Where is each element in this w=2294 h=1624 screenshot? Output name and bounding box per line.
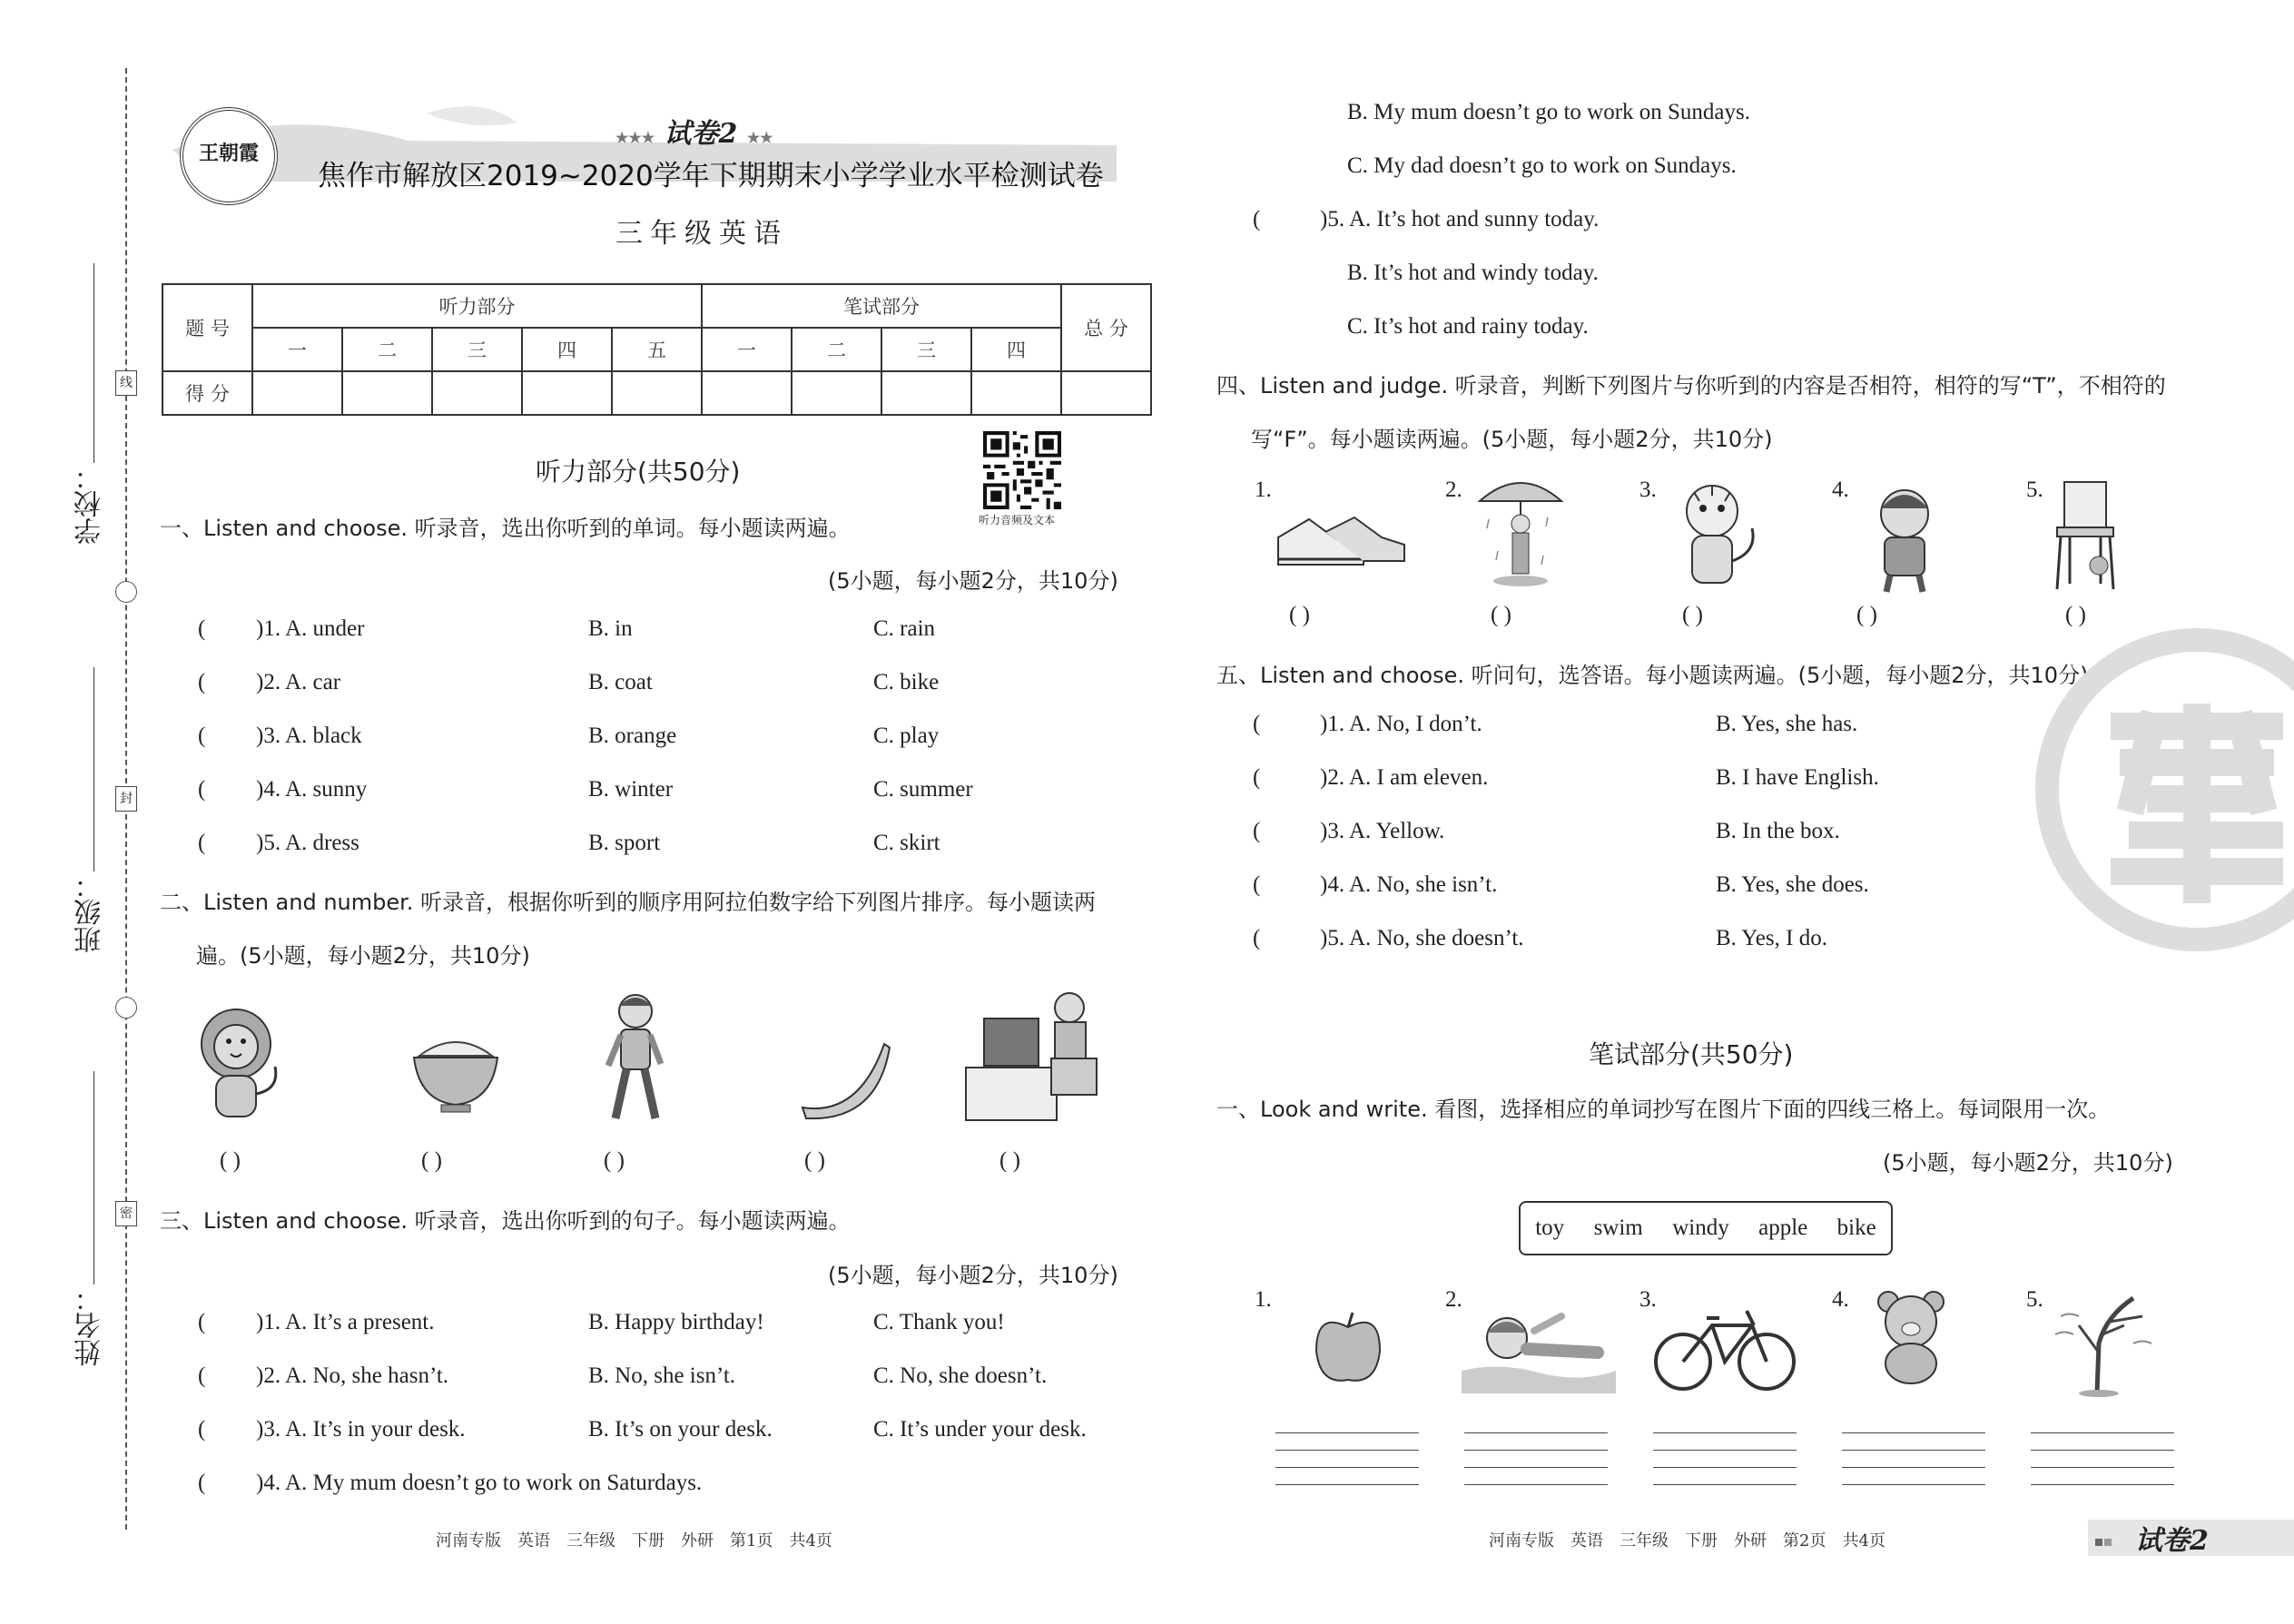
- l-q4-number: 4.: [1832, 477, 1849, 502]
- option-a: )5. A. It’s hot and sunny today.: [1320, 207, 1600, 231]
- l-q2-title-line2: 遍。(5小题，每小题2分，共10分): [196, 943, 530, 969]
- windy-tree-picture: [2043, 1289, 2161, 1398]
- score-cell[interactable]: [612, 371, 702, 415]
- w-q1-number: 1.: [1255, 1287, 1272, 1312]
- word-bank-item: swim: [1593, 1216, 1643, 1240]
- word-bank-item: bike: [1836, 1216, 1876, 1240]
- option-a: )3. A. Yellow.: [1320, 819, 1445, 843]
- option-a: )2. A. car: [256, 670, 341, 694]
- score-cell[interactable]: [881, 371, 971, 415]
- l-q1-opt-c[interactable]: C. rain: [873, 616, 936, 641]
- l-q2-blank[interactable]: ( ): [220, 1148, 241, 1173]
- writing-lines[interactable]: [1842, 1432, 1985, 1489]
- w-q1-number: 2.: [1445, 1287, 1462, 1312]
- score-cell[interactable]: [792, 371, 881, 415]
- score-cell[interactable]: [702, 371, 792, 415]
- school-label: 学校：: [74, 463, 106, 545]
- seal-circle-2: [115, 997, 137, 1019]
- footer-page-2: 河南专版 英语 三年级 下册 外研 第2页 共4页: [1489, 1531, 1885, 1550]
- l-q5-item-1[interactable]: ( )1. A. No, I don’t.: [1253, 712, 1482, 736]
- l-q3-item-4[interactable]: ( )4. A. My mum doesn’t go to work on Saturdays.: [198, 1471, 703, 1495]
- table-col: 三: [881, 328, 971, 371]
- swimming-boy-picture: [1462, 1298, 1616, 1393]
- stars-right: ★★: [746, 129, 773, 146]
- l-q3-opt-c[interactable]: C. Thank you!: [873, 1310, 1005, 1334]
- table-header-written: 笔试部分: [702, 284, 1061, 328]
- option-a: )1. A. under: [256, 616, 365, 641]
- l-q1-opt-b[interactable]: B. sport: [588, 831, 661, 855]
- subject-title: 三年级英语: [615, 218, 788, 250]
- w-q1-number: 4.: [1832, 1287, 1849, 1312]
- logo-text: 王朝霞: [198, 142, 259, 165]
- computer-boy-picture: [960, 989, 1115, 1126]
- word-bank-item: toy: [1535, 1216, 1565, 1240]
- footer-badge-squares: [2095, 1532, 2122, 1547]
- l-q3-item5-opt-c[interactable]: C. It’s hot and rainy today.: [1347, 314, 1589, 339]
- score-table: [162, 283, 1152, 416]
- option-a: )4. A. My mum doesn’t go to work on Saturdays.: [256, 1471, 703, 1495]
- w-q1-number: 3.: [1639, 1287, 1657, 1312]
- l-q1-opt-b[interactable]: B. winter: [588, 777, 674, 802]
- l-q2-blank[interactable]: ( ): [999, 1148, 1020, 1173]
- secret-seal-watermark: [2024, 626, 2294, 953]
- option-a: )3. A. It’s in your desk.: [256, 1417, 466, 1442]
- writing-lines[interactable]: [1464, 1432, 1608, 1489]
- class-label: 班级：: [74, 871, 106, 953]
- l-q5-item-5[interactable]: ( )5. A. No, she doesn’t.: [1253, 926, 1524, 950]
- score-cell[interactable]: [432, 371, 522, 415]
- teddy-bear-picture: [1870, 1289, 1952, 1389]
- word-bank-item: apple: [1758, 1216, 1808, 1240]
- l-q4-number: 3.: [1639, 477, 1657, 502]
- table-col: 二: [342, 328, 432, 371]
- l-q5-opt-b[interactable]: B. I have English.: [1716, 765, 1879, 790]
- l-q1-opt-c[interactable]: C. skirt: [873, 831, 940, 855]
- listening-title: 听力部分(共50分): [536, 457, 741, 487]
- l-q3-title: 三、Listen and choose. 听录音，选出你听到的句子。每小题读两遍。: [160, 1208, 851, 1234]
- apple-picture: [1307, 1307, 1389, 1389]
- w-q1-score: (5小题，每小题2分，共10分): [1883, 1150, 2173, 1176]
- seal-mark-mi: 密: [115, 1201, 137, 1226]
- l-q4-blank[interactable]: ( ): [1491, 603, 1511, 627]
- option-a: )4. A. sunny: [256, 777, 368, 802]
- l-q1-opt-b[interactable]: B. in: [588, 616, 633, 641]
- l-q3-opt-c[interactable]: C. No, she doesn’t.: [873, 1363, 1048, 1388]
- table-header-number: 题 号: [162, 284, 252, 371]
- l-q5-title: 五、Listen and choose. 听问句，选答语。每小题读两遍。(5小题，每小题2分，共10分): [1216, 663, 2089, 688]
- l-q1-score: (5小题，每小题2分，共10分): [828, 568, 1118, 594]
- score-cell[interactable]: [342, 371, 432, 415]
- l-q3-opt-b[interactable]: B. No, she isn’t.: [588, 1363, 736, 1388]
- word-bank-item: windy: [1672, 1216, 1729, 1240]
- rice-bowl-picture: [407, 1021, 505, 1117]
- l-q1-item-2[interactable]: ( )2. A. car: [198, 670, 341, 694]
- l-q3-item-5[interactable]: ( )5. A. It’s hot and sunny today.: [1253, 207, 1600, 231]
- table-header-total: 总 分: [1061, 284, 1151, 371]
- table-header-listening: 听力部分: [252, 284, 702, 328]
- option-a: )1. A. It’s a present.: [256, 1310, 435, 1334]
- writing-lines[interactable]: [1653, 1432, 1797, 1489]
- qr-code-icon[interactable]: [983, 431, 1061, 509]
- footer-badge: 试卷2: [2135, 1525, 2209, 1557]
- option-a: )2. A. I am eleven.: [1320, 765, 1489, 790]
- l-q3-item4-opt-c[interactable]: C. My dad doesn’t go to work on Sundays.: [1347, 153, 1737, 178]
- l-q3-opt-b[interactable]: B. It’s on your desk.: [588, 1417, 773, 1442]
- walking-boy-picture: [599, 991, 672, 1127]
- l-q4-blank[interactable]: ( ): [1289, 603, 1310, 627]
- tiger-picture: [1667, 479, 1767, 593]
- girl-umbrella-picture: [1471, 474, 1570, 592]
- l-q3-item-3[interactable]: ( )3. A. It’s in your desk.: [198, 1417, 466, 1442]
- written-title: 笔试部分(共50分): [1589, 1039, 1794, 1069]
- score-cell[interactable]: [1061, 371, 1151, 415]
- footer-page-1: 河南专版 英语 三年级 下册 外研 第1页 共4页: [436, 1531, 832, 1550]
- boy-picture: [1859, 481, 1950, 595]
- seal-circle-1: [115, 581, 137, 603]
- l-q4-number: 5.: [2026, 477, 2043, 502]
- l-q2-blank[interactable]: ( ): [421, 1148, 442, 1173]
- score-cell[interactable]: [522, 371, 612, 415]
- l-q3-opt-b[interactable]: B. Happy birthday!: [588, 1310, 764, 1334]
- table-col: 三: [432, 328, 522, 371]
- l-q5-item-2[interactable]: ( )2. A. I am eleven.: [1253, 765, 1489, 790]
- option-a: )3. A. black: [256, 723, 362, 748]
- writing-lines[interactable]: [2031, 1432, 2174, 1489]
- option-a: )5. A. No, she doesn’t.: [1320, 926, 1524, 950]
- l-q5-item-3[interactable]: ( )3. A. Yellow.: [1253, 819, 1445, 843]
- logo-badge: [180, 107, 278, 205]
- l-q2-title-line1: 二、Listen and number. 听录音，根据你听到的顺序用阿拉伯数字给下列图片排序。每小题读两: [160, 890, 1097, 915]
- l-q4-title-line2: 写“F”。每小题读两遍。(5小题，每小题2分，共10分): [1251, 427, 1773, 452]
- exam-title: 焦作市解放区2019~2020学年下期期末小学学业水平检测试卷: [318, 160, 1104, 192]
- word-bank: [1519, 1201, 1893, 1255]
- l-q1-opt-c[interactable]: C. summer: [873, 777, 973, 802]
- l-q3-item-2[interactable]: ( )2. A. No, she hasn’t.: [198, 1363, 449, 1388]
- l-q2-blank[interactable]: ( ): [604, 1148, 625, 1173]
- name-label: 姓名：: [74, 1284, 106, 1366]
- shoes-picture: [1273, 501, 1409, 576]
- l-q1-item-3[interactable]: ( )3. A. black: [198, 723, 362, 748]
- l-q1-title: 一、Listen and choose. 听录音，选出你听到的单词。每小题读两遍。: [160, 516, 851, 541]
- score-cell[interactable]: [252, 371, 342, 415]
- option-a: )4. A. No, she isn’t.: [1320, 872, 1498, 897]
- writing-lines[interactable]: [1275, 1432, 1419, 1489]
- l-q3-item5-opt-b[interactable]: B. It’s hot and windy today.: [1347, 261, 1599, 285]
- qr-caption: 听力音频及文本: [979, 514, 1056, 527]
- banana-picture: [795, 1035, 895, 1126]
- l-q5-opt-b[interactable]: B. Yes, I do.: [1716, 926, 1827, 950]
- l-q5-opt-b[interactable]: B. Yes, she has.: [1716, 712, 1858, 736]
- l-q3-opt-c[interactable]: C. It’s under your desk.: [873, 1417, 1087, 1442]
- l-q3-item-1[interactable]: ( )1. A. It’s a present.: [198, 1310, 435, 1334]
- table-col: 一: [252, 328, 342, 371]
- paper-label-text: 试卷2: [664, 118, 738, 150]
- l-q1-opt-b[interactable]: B. orange: [588, 723, 677, 748]
- l-q4-blank[interactable]: ( ): [1682, 603, 1703, 627]
- table-col: 四: [522, 328, 612, 371]
- w-q1-number: 5.: [2026, 1287, 2043, 1312]
- l-q4-blank[interactable]: ( ): [2065, 603, 2086, 627]
- l-q3-item4-opt-b[interactable]: B. My mum doesn’t go to work on Sundays.: [1347, 100, 1750, 124]
- l-q3-score: (5小题，每小题2分，共10分): [828, 1263, 1118, 1288]
- l-q2-blank[interactable]: ( ): [804, 1148, 825, 1173]
- table-col: 一: [702, 328, 792, 371]
- paper-label: [615, 111, 773, 151]
- table-col: 五: [612, 328, 702, 371]
- option-a: )1. A. No, I don’t.: [1320, 712, 1482, 736]
- l-q4-blank[interactable]: ( ): [1856, 603, 1877, 627]
- l-q5-opt-b[interactable]: B. In the box.: [1716, 819, 1840, 843]
- l-q5-item-4[interactable]: ( )4. A. No, she isn’t.: [1253, 872, 1498, 897]
- seal-mark-xian: 线: [115, 370, 137, 396]
- l-q1-item-4[interactable]: ( )4. A. sunny: [198, 777, 368, 802]
- l-q1-opt-c[interactable]: C. play: [873, 723, 940, 748]
- option-a: )2. A. No, she hasn’t.: [256, 1363, 449, 1388]
- l-q4-title-line1: 四、Listen and judge. 听录音，判断下列图片与你听到的内容是否相符，相符的写“T”，不相符的: [1216, 373, 2166, 399]
- l-q1-opt-b[interactable]: B. coat: [588, 670, 653, 694]
- l-q1-item-5[interactable]: ( )5. A. dress: [198, 831, 359, 855]
- bike-picture: [1652, 1298, 1797, 1393]
- l-q5-opt-b[interactable]: B. Yes, she does.: [1716, 872, 1869, 897]
- w-q1-title: 一、Look and write. 看图，选择相应的单词抄写在图片下面的四线三格上。每词限用一次。: [1216, 1097, 2111, 1122]
- l-q1-opt-c[interactable]: C. bike: [873, 670, 940, 694]
- table-col: 四: [971, 328, 1061, 371]
- seal-mark-feng: 封: [115, 786, 137, 812]
- l-q4-number: 2.: [1445, 477, 1462, 502]
- l-q4-number: 1.: [1255, 477, 1272, 502]
- chair-picture: [2048, 477, 2130, 595]
- table-score-label: 得 分: [162, 371, 252, 415]
- lion-picture: [189, 1003, 289, 1126]
- l-q1-item-1[interactable]: ( )1. A. under: [198, 616, 365, 641]
- table-col: 二: [792, 328, 881, 371]
- option-a: )5. A. dress: [256, 831, 359, 855]
- stars-left: ★★★: [615, 129, 655, 146]
- score-cell[interactable]: [971, 371, 1061, 415]
